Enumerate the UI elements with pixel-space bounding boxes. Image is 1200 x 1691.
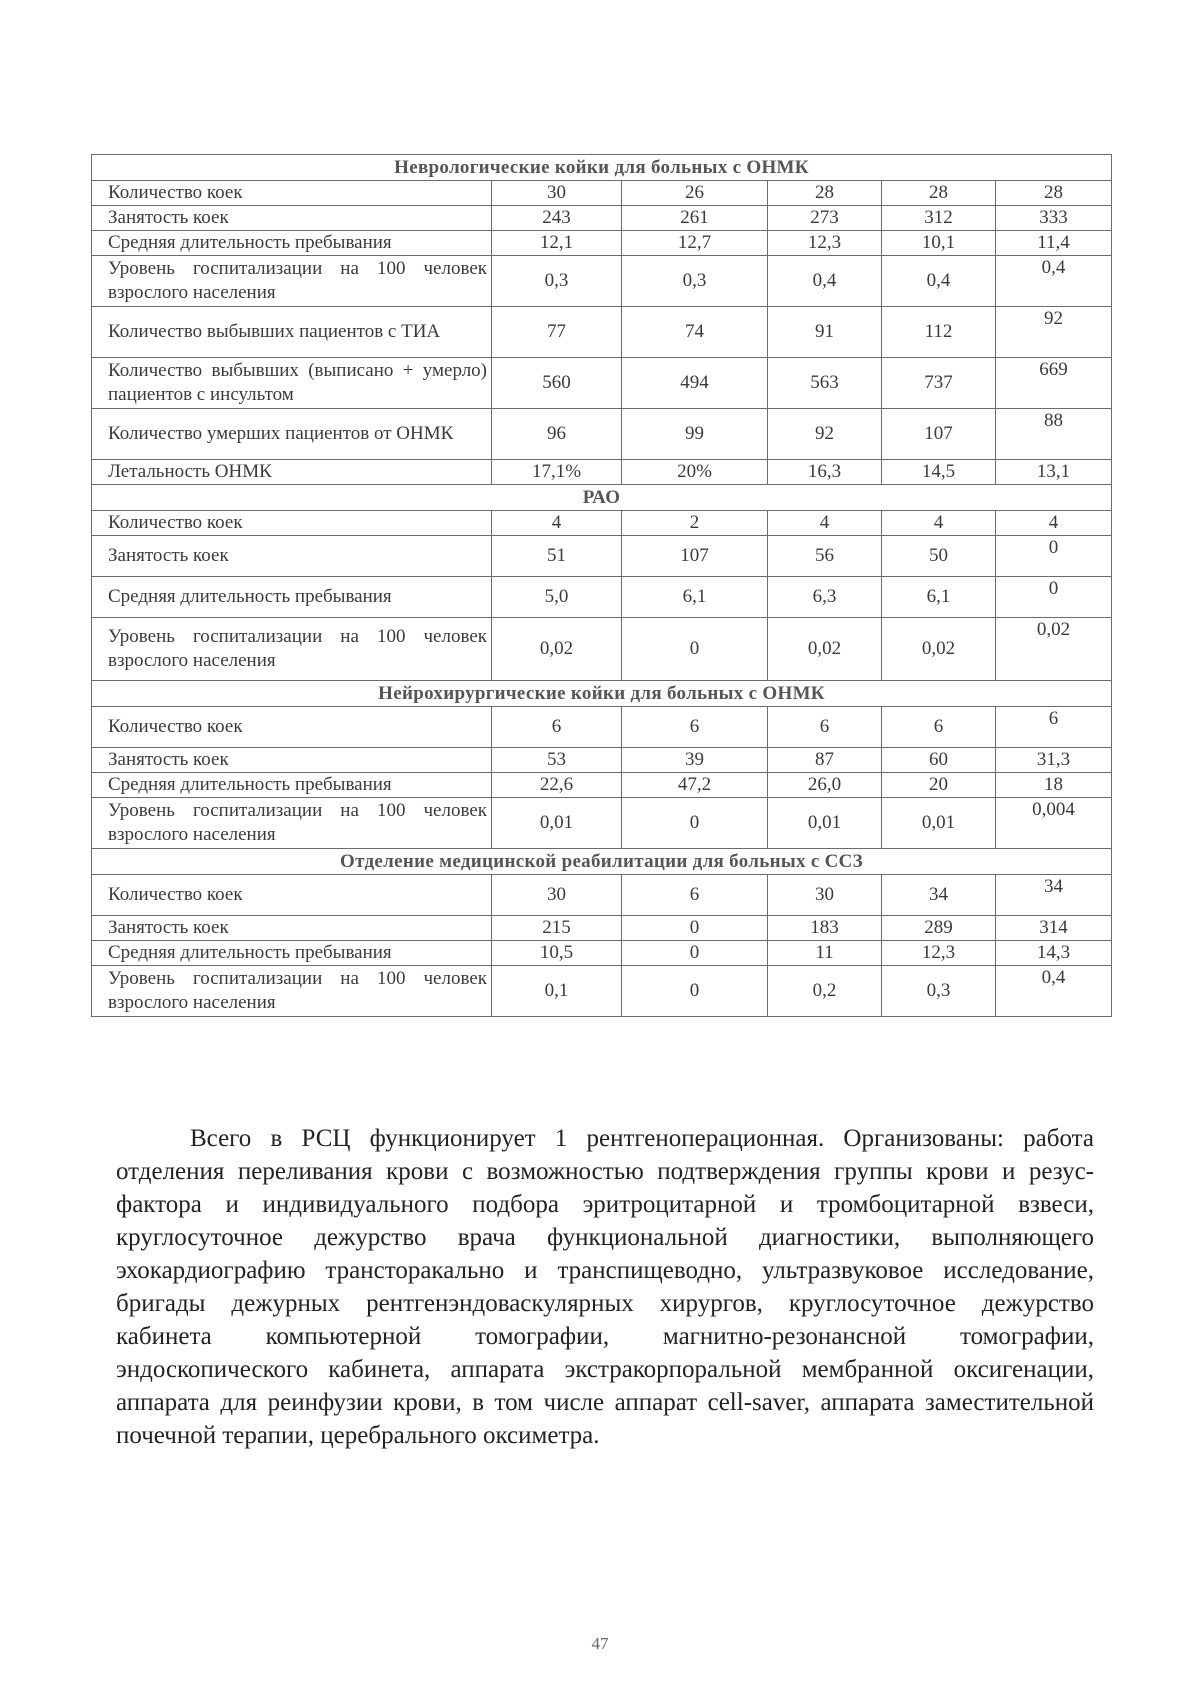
cell-value: 30	[768, 875, 882, 916]
cell-value: 16,3	[768, 460, 882, 485]
cell-value: 99	[622, 409, 768, 460]
table-row	[92, 707, 1112, 748]
cell-value: 26,0	[768, 773, 882, 798]
cell-value: 26	[622, 181, 768, 206]
cell-value: 0,4	[996, 966, 1112, 1017]
row-label: Занятость коек	[92, 536, 492, 577]
cell-value: 91	[768, 307, 882, 358]
cell-value: 107	[882, 409, 996, 460]
row-label: Уровень госпитализации на 100 человек взрослого населения	[92, 256, 492, 307]
row-label: Занятость коек	[92, 206, 492, 231]
cell-value: 0,01	[768, 798, 882, 849]
cell-value: 28	[996, 181, 1112, 206]
section-header-row	[92, 155, 1112, 181]
cell-value: 183	[768, 916, 882, 941]
cell-value: 0,3	[622, 256, 768, 307]
row-label: Средняя длительность пребывания	[92, 773, 492, 798]
cell-value: 10,1	[882, 231, 996, 256]
cell-value: 0	[622, 798, 768, 849]
cell-value: 12,1	[492, 231, 622, 256]
cell-value: 273	[768, 206, 882, 231]
cell-value: 0,4	[996, 256, 1112, 307]
cell-value: 96	[492, 409, 622, 460]
row-label: Количество коек	[92, 875, 492, 916]
row-label: Средняя длительность пребывания	[92, 577, 492, 618]
cell-value: 494	[622, 358, 768, 409]
cell-value: 0	[622, 916, 768, 941]
section-header-row	[92, 849, 1112, 875]
cell-value: 20	[882, 773, 996, 798]
cell-value: 31,3	[996, 748, 1112, 773]
table-row	[92, 773, 1112, 798]
cell-value: 92	[996, 307, 1112, 358]
row-label: Летальность ОНМК	[92, 460, 492, 485]
cell-value: 4	[492, 511, 622, 536]
cell-value: 0,02	[996, 618, 1112, 681]
row-label: Занятость коек	[92, 916, 492, 941]
cell-value: 0,2	[768, 966, 882, 1017]
cell-value: 2	[622, 511, 768, 536]
cell-value: 12,3	[882, 941, 996, 966]
cell-value: 314	[996, 916, 1112, 941]
cell-value: 0,3	[882, 966, 996, 1017]
cell-value: 0	[622, 941, 768, 966]
row-label: Средняя длительность пребывания	[92, 231, 492, 256]
section-title: Нейрохирургические койки для больных с ОНМК	[92, 681, 1112, 707]
table-row	[92, 748, 1112, 773]
cell-value: 0,4	[768, 256, 882, 307]
cell-value: 0,01	[882, 798, 996, 849]
cell-value: 88	[996, 409, 1112, 460]
cell-value: 51	[492, 536, 622, 577]
cell-value: 34	[996, 875, 1112, 916]
cell-value: 0	[622, 966, 768, 1017]
cell-value: 12,3	[768, 231, 882, 256]
table-row	[92, 798, 1112, 849]
page-number: 47	[591, 1634, 609, 1653]
table-row	[92, 618, 1112, 681]
cell-value: 0	[622, 618, 768, 681]
cell-value: 11,4	[996, 231, 1112, 256]
table-row	[92, 307, 1112, 358]
table-row	[92, 875, 1112, 916]
cell-value: 0,01	[492, 798, 622, 849]
cell-value: 5,0	[492, 577, 622, 618]
cell-value: 11	[768, 941, 882, 966]
cell-value: 0	[996, 577, 1112, 618]
cell-value: 6	[996, 707, 1112, 748]
cell-value: 74	[622, 307, 768, 358]
section-title: Неврологические койки для больных с ОНМК	[92, 155, 1112, 181]
row-label: Количество коек	[92, 511, 492, 536]
cell-value: 6	[622, 875, 768, 916]
table-row	[92, 941, 1112, 966]
cell-value: 39	[622, 748, 768, 773]
cell-value: 20%	[622, 460, 768, 485]
cell-value: 47,2	[622, 773, 768, 798]
row-label: Уровень госпитализации на 100 человек взрослого населения	[92, 798, 492, 849]
cell-value: 560	[492, 358, 622, 409]
cell-value: 563	[768, 358, 882, 409]
row-label: Количество выбывших (выписано + умерло) пациентов с инсультом	[92, 358, 492, 409]
row-label: Количество коек	[92, 707, 492, 748]
cell-value: 0,02	[882, 618, 996, 681]
cell-value: 6	[622, 707, 768, 748]
cell-value: 14,3	[996, 941, 1112, 966]
cell-value: 669	[996, 358, 1112, 409]
cell-value: 10,5	[492, 941, 622, 966]
cell-value: 6,1	[622, 577, 768, 618]
section-header-row	[92, 681, 1112, 707]
statistics-table	[91, 154, 1112, 1017]
table-row	[92, 577, 1112, 618]
cell-value: 6,3	[768, 577, 882, 618]
cell-value: 50	[882, 536, 996, 577]
cell-value: 737	[882, 358, 996, 409]
cell-value: 261	[622, 206, 768, 231]
statistics-table-body	[92, 155, 1112, 1017]
table-row	[92, 460, 1112, 485]
cell-value: 30	[492, 875, 622, 916]
cell-value: 0	[996, 536, 1112, 577]
table-row	[92, 536, 1112, 577]
table-row	[92, 511, 1112, 536]
cell-value: 0,004	[996, 798, 1112, 849]
table-row	[92, 409, 1112, 460]
cell-value: 4	[996, 511, 1112, 536]
cell-value: 6,1	[882, 577, 996, 618]
cell-value: 34	[882, 875, 996, 916]
row-label: Средняя длительность пребывания	[92, 941, 492, 966]
section-header-row	[92, 485, 1112, 511]
row-label: Занятость коек	[92, 748, 492, 773]
cell-value: 4	[882, 511, 996, 536]
table-row	[92, 358, 1112, 409]
cell-value: 243	[492, 206, 622, 231]
row-label: Количество коек	[92, 181, 492, 206]
cell-value: 333	[996, 206, 1112, 231]
cell-value: 0,1	[492, 966, 622, 1017]
cell-value: 112	[882, 307, 996, 358]
cell-value: 0,02	[768, 618, 882, 681]
cell-value: 6	[882, 707, 996, 748]
cell-value: 13,1	[996, 460, 1112, 485]
cell-value: 6	[768, 707, 882, 748]
row-label: Уровень госпитализации на 100 человек взрослого населения	[92, 618, 492, 681]
row-label: Количество выбывших пациентов с ТИА	[92, 307, 492, 358]
cell-value: 6	[492, 707, 622, 748]
cell-value: 0,3	[492, 256, 622, 307]
table-row	[92, 231, 1112, 256]
cell-value: 22,6	[492, 773, 622, 798]
cell-value: 60	[882, 748, 996, 773]
table-row	[92, 966, 1112, 1017]
cell-value: 107	[622, 536, 768, 577]
row-label: Уровень госпитализации на 100 человек взрослого населения	[92, 966, 492, 1017]
cell-value: 0,4	[882, 256, 996, 307]
cell-value: 14,5	[882, 460, 996, 485]
section-title: Отделение медицинской реабилитации для больных с ССЗ	[92, 849, 1112, 875]
table-row	[92, 256, 1112, 307]
table-row	[92, 206, 1112, 231]
cell-value: 56	[768, 536, 882, 577]
table-row	[92, 181, 1112, 206]
cell-value: 4	[768, 511, 882, 536]
cell-value: 312	[882, 206, 996, 231]
cell-value: 92	[768, 409, 882, 460]
cell-value: 12,7	[622, 231, 768, 256]
cell-value: 18	[996, 773, 1112, 798]
cell-value: 289	[882, 916, 996, 941]
body-paragraph: Всего в РСЦ функционирует 1 рентгеноперационная. Организованы: работа отделения переливания крови с возможностью подтверждения группы крови и резус-фактора и индивидуального подбора эритроцитарной и тромбоцитарной взвеси, круглосуточное дежурство врача функциональной диагностики, выполняющего эхокардиографию трансторакально и транспищеводно, ультразвуковое исследование, бригады дежурных рентгенэндоваскулярных хирургов, круглосуточное дежурство кабинета компьютерной томографии, магнитно-резонансной томографии, эндоскопического кабинета, аппарата экстракорпоральной мембранной оксигенации, аппарата для реинфузии крови, в том числе аппарат cell-saver, аппарата заместительной почечной терапии, церебрального оксиметра.	[116, 1125, 1094, 1449]
cell-value: 17,1%	[492, 460, 622, 485]
cell-value: 28	[882, 181, 996, 206]
cell-value: 28	[768, 181, 882, 206]
table-row	[92, 916, 1112, 941]
cell-value: 77	[492, 307, 622, 358]
row-label: Количество умерших пациентов от ОНМК	[92, 409, 492, 460]
cell-value: 53	[492, 748, 622, 773]
section-title: РАО	[92, 485, 1112, 511]
cell-value: 0,02	[492, 618, 622, 681]
cell-value: 87	[768, 748, 882, 773]
cell-value: 30	[492, 181, 622, 206]
cell-value: 215	[492, 916, 622, 941]
